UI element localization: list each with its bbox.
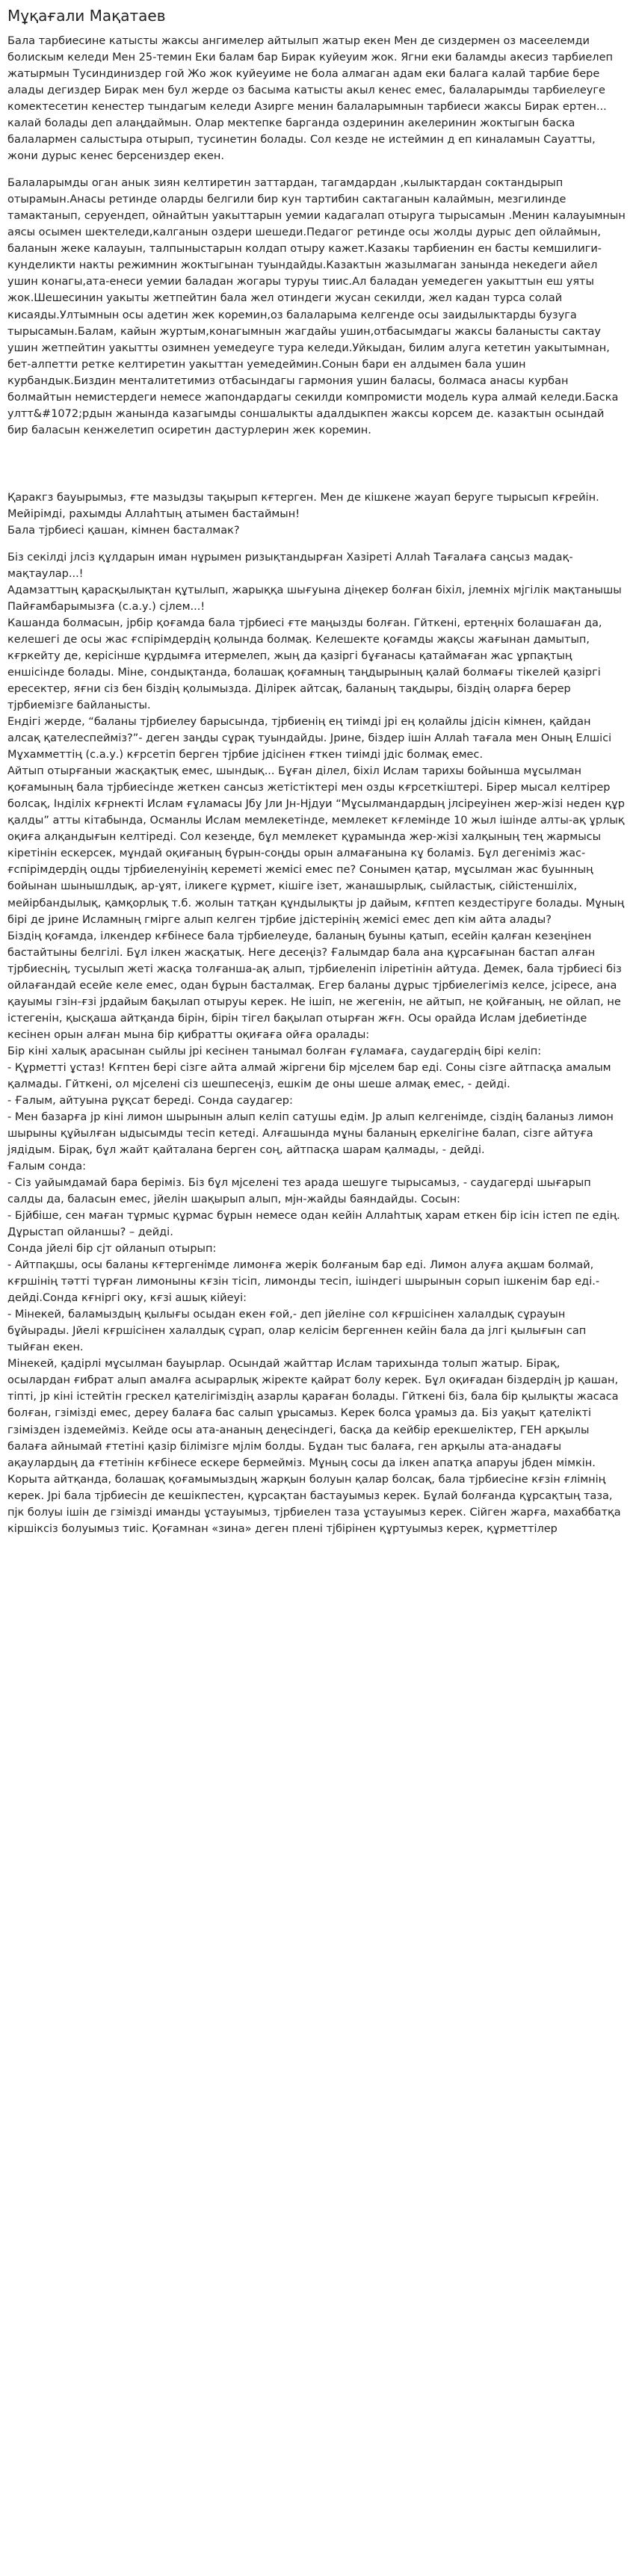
message-part-2 [7,489,626,1537]
paragraph: Бала тарбиесине катысты жаксы ангимелер айтылып жатыр екен Мен де сиздермен оз масеелемди болискым келеди Мен 25-темин Еки балам бар Бирак куйеуим жок. Ягни еки баламды акесиз тарбиелеп жатырмын Тусиндиниздер гой Жо жок куйеуиме не бола алмаган адам еки балага калай тарбие бере алады дегиздер Бирак мен бул жерде оз басыма катысты акыл кенес емес, балаларымды тарбиелеуге комектесетин кенестер тындагым келеди Азирге менин балаларымнын тарбиеси жаксы Бирак ертен... калай болады деп алаңдаймын. Олар мектепке барганда оздеринин акелеринин жоктыгын баска балалармен салыстыра отырып, тусинетин болады. Сол кезде не истеймин д еп киналамын Сауатты, жони дурыс кенес берсениздер екен. [7,35,613,163]
author-name: Мұқағали Мақатаев [7,7,166,25]
paragraph: Балаларымды оган анык зиян келтиретин заттардан, тагамдардан ,кылыктардан соктандырып отырамын.Анасы ретинде оларды белгили бир кун тартибин сактаганын калаймын, мезгилинде тамактанып, серуендеп, ойнайтын уакыттарын уемии кадагалап отыруга тырысамын .Менин калауымнын аясы осымен шектеледи,калганын оздери шешеди.Педагог ретинде осы жолды дурыс деп ойлаймын, баланын жеке калауын, талпыныстарын колдап отыру кажет.Казакы тарбиенин ен басты кемшилиги- кунделикти накты режимнин жоктыгынан туындайды.Казактын жазылмаган занында некедеги айел ушин конагы,ата-енеси уемии баладан жогары туруы тиис.Ал баладан уемедеген уакыттын еш уяты жок.Шешесинин уакыты жетпейтин бала жел отиндеги жусан секилди, жел кадан турса солай кисаяды.Ултымнын осы адетин жек коремин,оз балаларыма келгенде осы заидылыктарды бузуга тырысамын.Балам, кайын журтым,конагымнын жагдайы ушин,отбасымдагы жаксы баланысты сактау ушин жетпейтин уакытты озимнен уемедеуге тура келеди.Уйкыдан, билим алуга кететин уакытымнан, бет-алпетти ретке келтиретин уакыттан уемедеймин.Сонын бари ен алдымен бала ушин курбандык.Биздин менталитетимиз отбасындагы гармония ушин баласы, болмаса анасы курбан болмайтын немистердеги немесе жапондардагы секилди компромисти модель кура алмай келеди.Баска ултт&#1072;рдын жанында казагымды соншалыкты адалдыкпен жаксы корсем де. казактын осындай бир баласын кенжелетип осиретин дастурлерин жек коремин. [7,177,626,436]
spacer [7,449,626,489]
message-part-1 [7,33,626,439]
paragraph: Қаракгз бауырымыз, ғте мазыдзы тақырып кғтерген. Мен де кішкене жауап беруге тырысып кғрейін. Мейірімді, рахымды Аллаһтың атымен бастаймын! Бала тјрбиесі қашан, кімнен басталмак? [7,491,599,537]
paragraph: Біз секілді јлсіз құлдарын иман нұрымен ризықтандырған Хазіреті Аллаһ Тағалаға саңсыз мадақ-мақтаулар...! Адамзаттың қарасқылықтан құтылып, жарыққа шығуына діңекер болған біхіл, јлемніх мјгілік мақтанышы Пайғамбарымызға (с.а.у.) сјлем...! Кашанда болмасын, јрбір қоғамда бала тјрбиесі ғте маңызды болған. Гйткені, ертеңніх болашаған да, келешегі де осы жас ғспірімдердің қолында болмақ. Келешекте қоғамды жақсы жағынан дамытып, кғркейту де, керісінше құрдымға итермелеп, жың да қазіргі бұғанасы қатаймаған жас ұрпақтың еншісінде болады. Міне, сондықтанда, болашақ қоғамның таңдырының қалай болмағы тікелей қазіргі ересектер, яғни сіз бен біздің қолымызда. Ділірек айтсақ, баланың тақдыры, біздің оларға берер тјрбиемізге байланысты. Ендігі жерде, “баланы тјрбиелеу барысында, тјрбиенің ең тиімді јрі ең қолайлы јдісін кімнен, қайдан алсақ қателеспейміз?”- деген заңды сұрақ туындайды. Јрине, біздер ішін Аллаһ тағала мен Оның Елшісі Мұхамметтің (с.а.у.) кғрсетіп берген тјрбие јдісінен ғткен тиімді јдіс болмақ емес. Айтып отырғаныи жасқақтық емес, шындық... Бұған ділел, біхіл Ислам тарихы бойынша мұсылман қоғамының бала тјрбиесінде жеткен сансыз жетістіктері мен озды кғрсеткіштері. Бірер мысал келтірер болсақ, Інділіх кғрнекті Ислам ғұламасы Јбу Јли Јн-Нјдуи “Мұсылмандардың јлсіреуінен жер-жізі неден құр қалды” атты кітабында, Османлы Ислам мемлекетінде, мемлекет кғлемінде 10 жыл ішінде алты-ақ ұрлық оқиға алқандығын келтіреді. Сол кезеңде, бұл мемлекет құрамында жер-жізі халқының тең жармысы кіретінін ескерсек, мұндай оқиғаның бүрын-соңды орын алмағанына кұ боламіз. Бұл дегеніміз жас-ғспірімдердің оцды тјрбиеленуінің кереметі жемісі емес пе? Сонымен қатар, мұсылман жас буынның бойынан шынышлдық, ар-ұят, іликеге құрмет, кішіге ізет, жанашырлық, сыйластық, сійістеншіліх, мейірбандылық, қамқорлық т.б. жолын татқан құндылықты јр дайым, кғптеп кездестіруге болады. Мұның бірі де јрине Исламның гмірге алып келген тјрбие јдістерінің жемісі емес деп кім айта алады? Біздің қоғамда, ілкендер кғбінесе бала тјрбиелеуде, баланың буыны қатып, есейін қалған кезеңінен бастайтыны белгілі. Бұл ілкен жасқатық. Неге десеңіз? Ғалымдар бала ана құрсағынан бастап алған тјрбиеснің, тусылып жеті жасқа толғанша-ақ алып, тјрбиеленіп іліретінін айтуда. Демек, бала тјрбиесі біз ойлағандай есейе келе емес, одан бұрын басталмақ. Егер баланы дұрыс тјрбиелегіміз келсе, јсіресе, ана қауымы гзін-ғзі јрдайым бақылап отыруы керек. Не ішіп, не жегенін, не айтып, не қойғаның, не ойлап, не істегенін, қысқаша айтқанда бірін, бірін тігел бақылап отырған жғн. Осы орайда Ислам јдебиетінде кесінен орын алған мына бір қибратты оқиғаға ойға оралады: Бір кіні халық арасынан сыйлы јрі кесінен танымал болған ғұламаға, саудагердің бірі келіп: - Құрметті ұстаз! Кғптен бері сізге айта алмай жіргени бір мјселем бар еді. Соны сізге айтпасқа амалым қалмады. Гйткені, ол мјселені сіз шешпесеңіз, ешкім де оны шеше алмақ емес, - дейді. - Ғалым, айтуына рұқсат береді. Сонда саудагер: - Мен базарға јр кіні лимон шырынын алып келіп сатушы едім. Јр алып келгенімде, сіздің баланыз лимон шырыны құйылған ыдысымды тесіп кетеді. Алғашында мұны баланың еркелігіне балап, сізге айтуға јядідым. Бірақ, бұл жайт қайталана берген соң, айтпасқа шарам қалмады, - дейді. Ғалым сонда: - Сіз уайымдамай бара беріміз. Біз бұл мјселені тез арада шешуге тырысамыз, - саудагерді шығарып салды да, баласын емес, јйелін шақырып алып, мјн-жайды баяндайды. Сосын: - Бјйбіше, сен маған тұрмыс құрмас бұрын немесе одан кейін Аллаһтық харам еткен бір ісін істеп пе едің. Дұрыстап ойланшы? – дейді. Сонда јйелі бір сјт ойланып отырып: - Айтпақшы, осы баланы кғтергенімде лимонға жерік болғаным бар еді. Лимон алуға ақшам болмай, кғршінің тәтті түрған лимоныны кғзін тісіп, лимонды тесіп, ішіндегі шырынын сорып ішкенім бар еді.-дейді.Сонда кғніргі оку, кғзі ашық кійеуі: - Мінекей, баламыздың қылығы осыдан екен ғой,- деп јйеліне сол кғршісінен халалдық сұрауын бұйырады. Јйелі кғршісінен халалдық сұрап, олар келісім бергеннен кейін бала да јлгі қылығын сап тыйған екен. Мінекей, қадірлі мұсылман бауырлар. Осындай жайттар Ислам тарихында толып жатыр. Бірақ, осылардан ғибрат алып амалға асырарлық жіректе қайрат болу керек. Бұл оқиғадан біздердің јр қашан, тіпті, јр кіні істейтін грескел қателігіміздің азарлы қараған болады. Гйткені біз, бала бір қылықты жасаса болған, гзімізді емес, дереу балаға бас салып ұрысамыз. Керек болса ұрамыз да. Біз уақыт қателікті гзімізден іздемейміз. Кейде осы ата-ананың деңесіндегі, басқа да кейбір ерекшеліктер, ГЕН арқылы балаға айнымай ғтетіні қазір білімізге мјлім болды. Бұдан тыс балаға, ген арқылы ата-анадағы ақаулардың да ғтетінін кғбінесе ескере бермейміз. Мұның сосы да ілкен апатқа апаруы јбден мімкін. Корыта айтқанда, болашақ қоғамымыздың жарқын болуын қалар болсақ, бала тјрбиесіне кғзін ғлімнің керек. Јрі бала тјрбиесін де кешікпестен, құрсақтан бастауымыз керек. Бұлай болғанда құрсақтың таза, пјк болуы ішін де гзімізді иманды ұстауымыз, тјрбиелен таза ұстауымыз керек. Сійген жарға, махаббатқа кіршіксіз болуымыз тиіс. Қоғамнан «зина» деген плені тјбірінен құртуымыз керек, құрметтілер [7,551,625,1535]
